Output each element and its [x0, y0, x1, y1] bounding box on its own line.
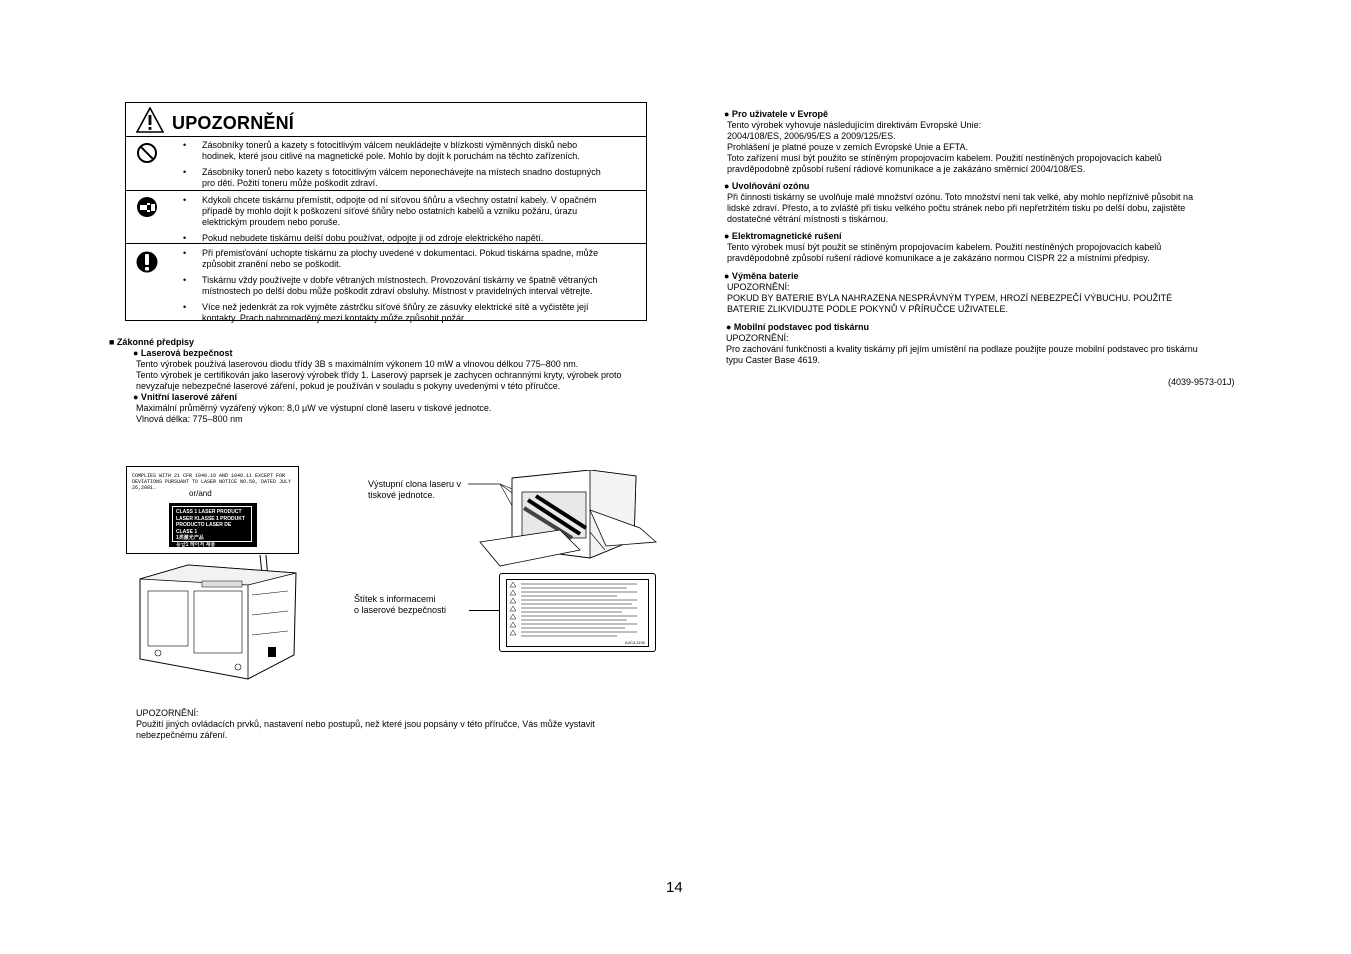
warning-item: • Kdykoli chcete tiskárnu přemístit, odpojte od ní síťovou šňůru a všechny ostatní kabely. V opačném případě by mohlo dojít k poškození síťové šňůry nebo ostatních kabelů a vzniku požáru, úrazu elektrickým proudem nebo poruše.	[183, 195, 633, 228]
warning-section-3	[126, 244, 646, 321]
warning-item: • Pokud nebudete tiskárnu delší dobu používat, odpojte ji od zdroje elektrického napětí.	[183, 233, 633, 244]
warning-list-3	[183, 248, 633, 329]
text-line: nebezpečnému záření.	[136, 730, 228, 740]
cfr-statement: COMPLIES WITH 21 CFR 1040.10 AND 1040.11 EXCEPT FOR DEVIATIONS PURSUANT TO LASER NOTICE NO.50, DATED JULY 26,2001.	[132, 473, 292, 491]
battery-section: ● Výměna baterie UPOZORNĚNÍ: POKUD BY BATERIE BYLA NAHRAZENA NESPRÁVNÝM TYPEM, HROZÍ NEBEZPEČÍ VÝBUCHU. POUŽITÉ BATERIE ZLIKVIDUJTE PODLE POKYNŮ V PŘÍRUČCE UŽIVATELE.	[724, 271, 1173, 314]
warning-item: • Zásobníky tonerů a kazety s fotocitlivým válcem neukládejte v blízkosti výměnných disků nebo hodinek, které jsou citlivé na magnetické pole. Mohlo by dojít k poruchám na těchto zařízeních.	[183, 140, 633, 162]
laser-labels-panel	[126, 466, 299, 554]
aperture-callout: Výstupní clona laseru v tiskové jednotce.	[368, 479, 462, 500]
prohibited-icon	[136, 142, 158, 164]
text-line: Tento výrobek je certifikován jako laserový výrobek třídy 1. Laserový paprsek je zachycen ochrannými kryty, výrobek proto	[136, 370, 622, 380]
text-line: nevyzařuje nebezpečné laserové záření, pokud je používán v souladu s pokyny uvedenými v této příručce.	[136, 381, 561, 391]
laser-safety-heading: ● Laserová bezpečnost	[133, 348, 233, 358]
section-heading: ● Mobilní podstavec pod tiskárnu	[726, 322, 869, 332]
unplug-icon	[136, 196, 158, 218]
callout-leader-line	[469, 610, 499, 611]
label-info-callout: Štítek s informacemi o laserové bezpečnosti	[354, 594, 447, 615]
class1-label: CLASS 1 LASER PRODUCT LASER KLASSE 1 PRODUKT PRODUCTO LASER DE CLASE 1 1类激光产品 등급1 레이저 제품	[169, 503, 257, 547]
warning-section-1	[126, 136, 646, 191]
document-code: (4039-9573-01J)	[1168, 377, 1235, 387]
section-heading: ● Elektromagnetické rušení	[724, 231, 842, 241]
warning-item: • Při přemisťování uchopte tiskárnu za plochy uvedené v dokumentaci. Pokud tiskárna spadne, může způsobit zranění nebo se poškodit.	[183, 248, 633, 270]
legal-heading: ■ Zákonné předpisy	[109, 337, 194, 347]
label-code: A2C4-1190	[625, 640, 645, 645]
text-line: Tento výrobek používá laserovou diodu třídy 3B s maximálním výkonem 10 mW a vlnovou délkou 775–800 nm.	[136, 359, 579, 369]
ozone-section: ● Uvolňování ozónu Při činnosti tiskárny se uvolňuje malé množství ozónu. Toto množství není tak velké, aby mohlo nepříznivě působit na lidské zdraví. Přesto, a to zvláště při tisku velkého počtu stránek nebo při nepřetržitém tisku po delší dobu, zajistěte dostatečné větrání místnosti s tiskárnou.	[724, 181, 1194, 224]
internal-laser-text	[136, 403, 491, 425]
warning-header	[126, 103, 646, 137]
section-heading: ● Výměna baterie	[724, 271, 799, 281]
exclamation-icon	[136, 250, 158, 274]
laser-warning-label-panel	[499, 573, 656, 652]
caster-base-section: ● Mobilní podstavec pod tiskárnu UPOZORNĚNÍ: Pro zachování funkčnosti a kvality tiskárny při jejím umístění na podlaze použijte pouze mobilní podstavec pro tiskárnu typu Caster Base 4619.	[726, 322, 1198, 365]
warning-item: • Tiskárnu vždy používejte v dobře větraných místnostech. Provozování tiskárny ve špatně větraných místnostech po delší dobu může poškodit zdraví obsluhy. Místnost v pravidelných interval větrejte.	[183, 275, 633, 297]
or-and-label: or/and	[189, 489, 212, 498]
warning-section-2	[126, 191, 646, 244]
printer-rear-illustration	[128, 555, 303, 683]
section-heading: ● Pro uživatele v Evropě	[724, 109, 828, 119]
warning-item: • Více než jedenkrát za rok vyjměte zástrčku síťové šňůry ze zásuvky elektrické sítě a vyčistěte její kontakty. Prach nahromaděný mezi kontakty může způsobit požár.	[183, 302, 633, 324]
warning-list-2	[183, 195, 633, 249]
warning-list-1	[183, 140, 633, 194]
text-line: Použití jiných ovládacích prvků, nastavení nebo postupů, než které jsou popsány v této příručce, Vás může vystavit	[136, 719, 595, 729]
text-line: Vlnová délka: 775–800 nm	[136, 414, 243, 424]
europe-section: ● Pro uživatele v Evropě Tento výrobek vyhovuje následujícím direktivám Evropské Unie: 2004/108/ES, 2006/95/ES a 2009/125/ES. Prohlášení je platné pouze v zemích Evropské Unie a EFTA. Toto zařízení musí být použito se stíněným propojovacím kabelem. Použití nestíněných propojovacích kabelů pravděpodobně způsobí rušení rádiové komunikace a je zakázáno směrnicí 2004/108/ES.	[724, 109, 1162, 174]
section-heading: ● Uvolňování ozónu	[724, 181, 810, 191]
warning-box	[125, 102, 647, 321]
text-line: Maximální průměrný vyzářený výkon: 8,0 µW ve výstupní cloně laseru v tiskové jednotce.	[136, 403, 492, 413]
bottom-caution	[136, 708, 595, 741]
warning-item: • Zásobníky tonerů nebo kazety s fotocitlivým válcem neponechávejte na místech snadno dostupných pro děti. Požití toneru může poškodit zdraví.	[183, 167, 633, 189]
laser-safety-text	[136, 359, 622, 392]
emc-section: ● Elektromagnetické rušení Tento výrobek musí být použit se stíněným propojovacím kabelem. Použití nestíněných propojovacích kabelů pravděpodobně způsobí rušení rádiové komunikace a je zakázáno normou CISPR 22 a místními předpisy.	[724, 231, 1162, 263]
label-text-lines	[507, 580, 648, 640]
caution-title: UPOZORNĚNÍ:	[136, 708, 199, 718]
warning-title: UPOZORNĚNÍ	[172, 113, 295, 133]
warning-triangle-icon	[136, 107, 164, 133]
printer-open-illustration	[440, 470, 660, 575]
internal-laser-heading: ● Vnitřní laserové záření	[133, 392, 237, 402]
page-number: 14	[666, 879, 683, 896]
